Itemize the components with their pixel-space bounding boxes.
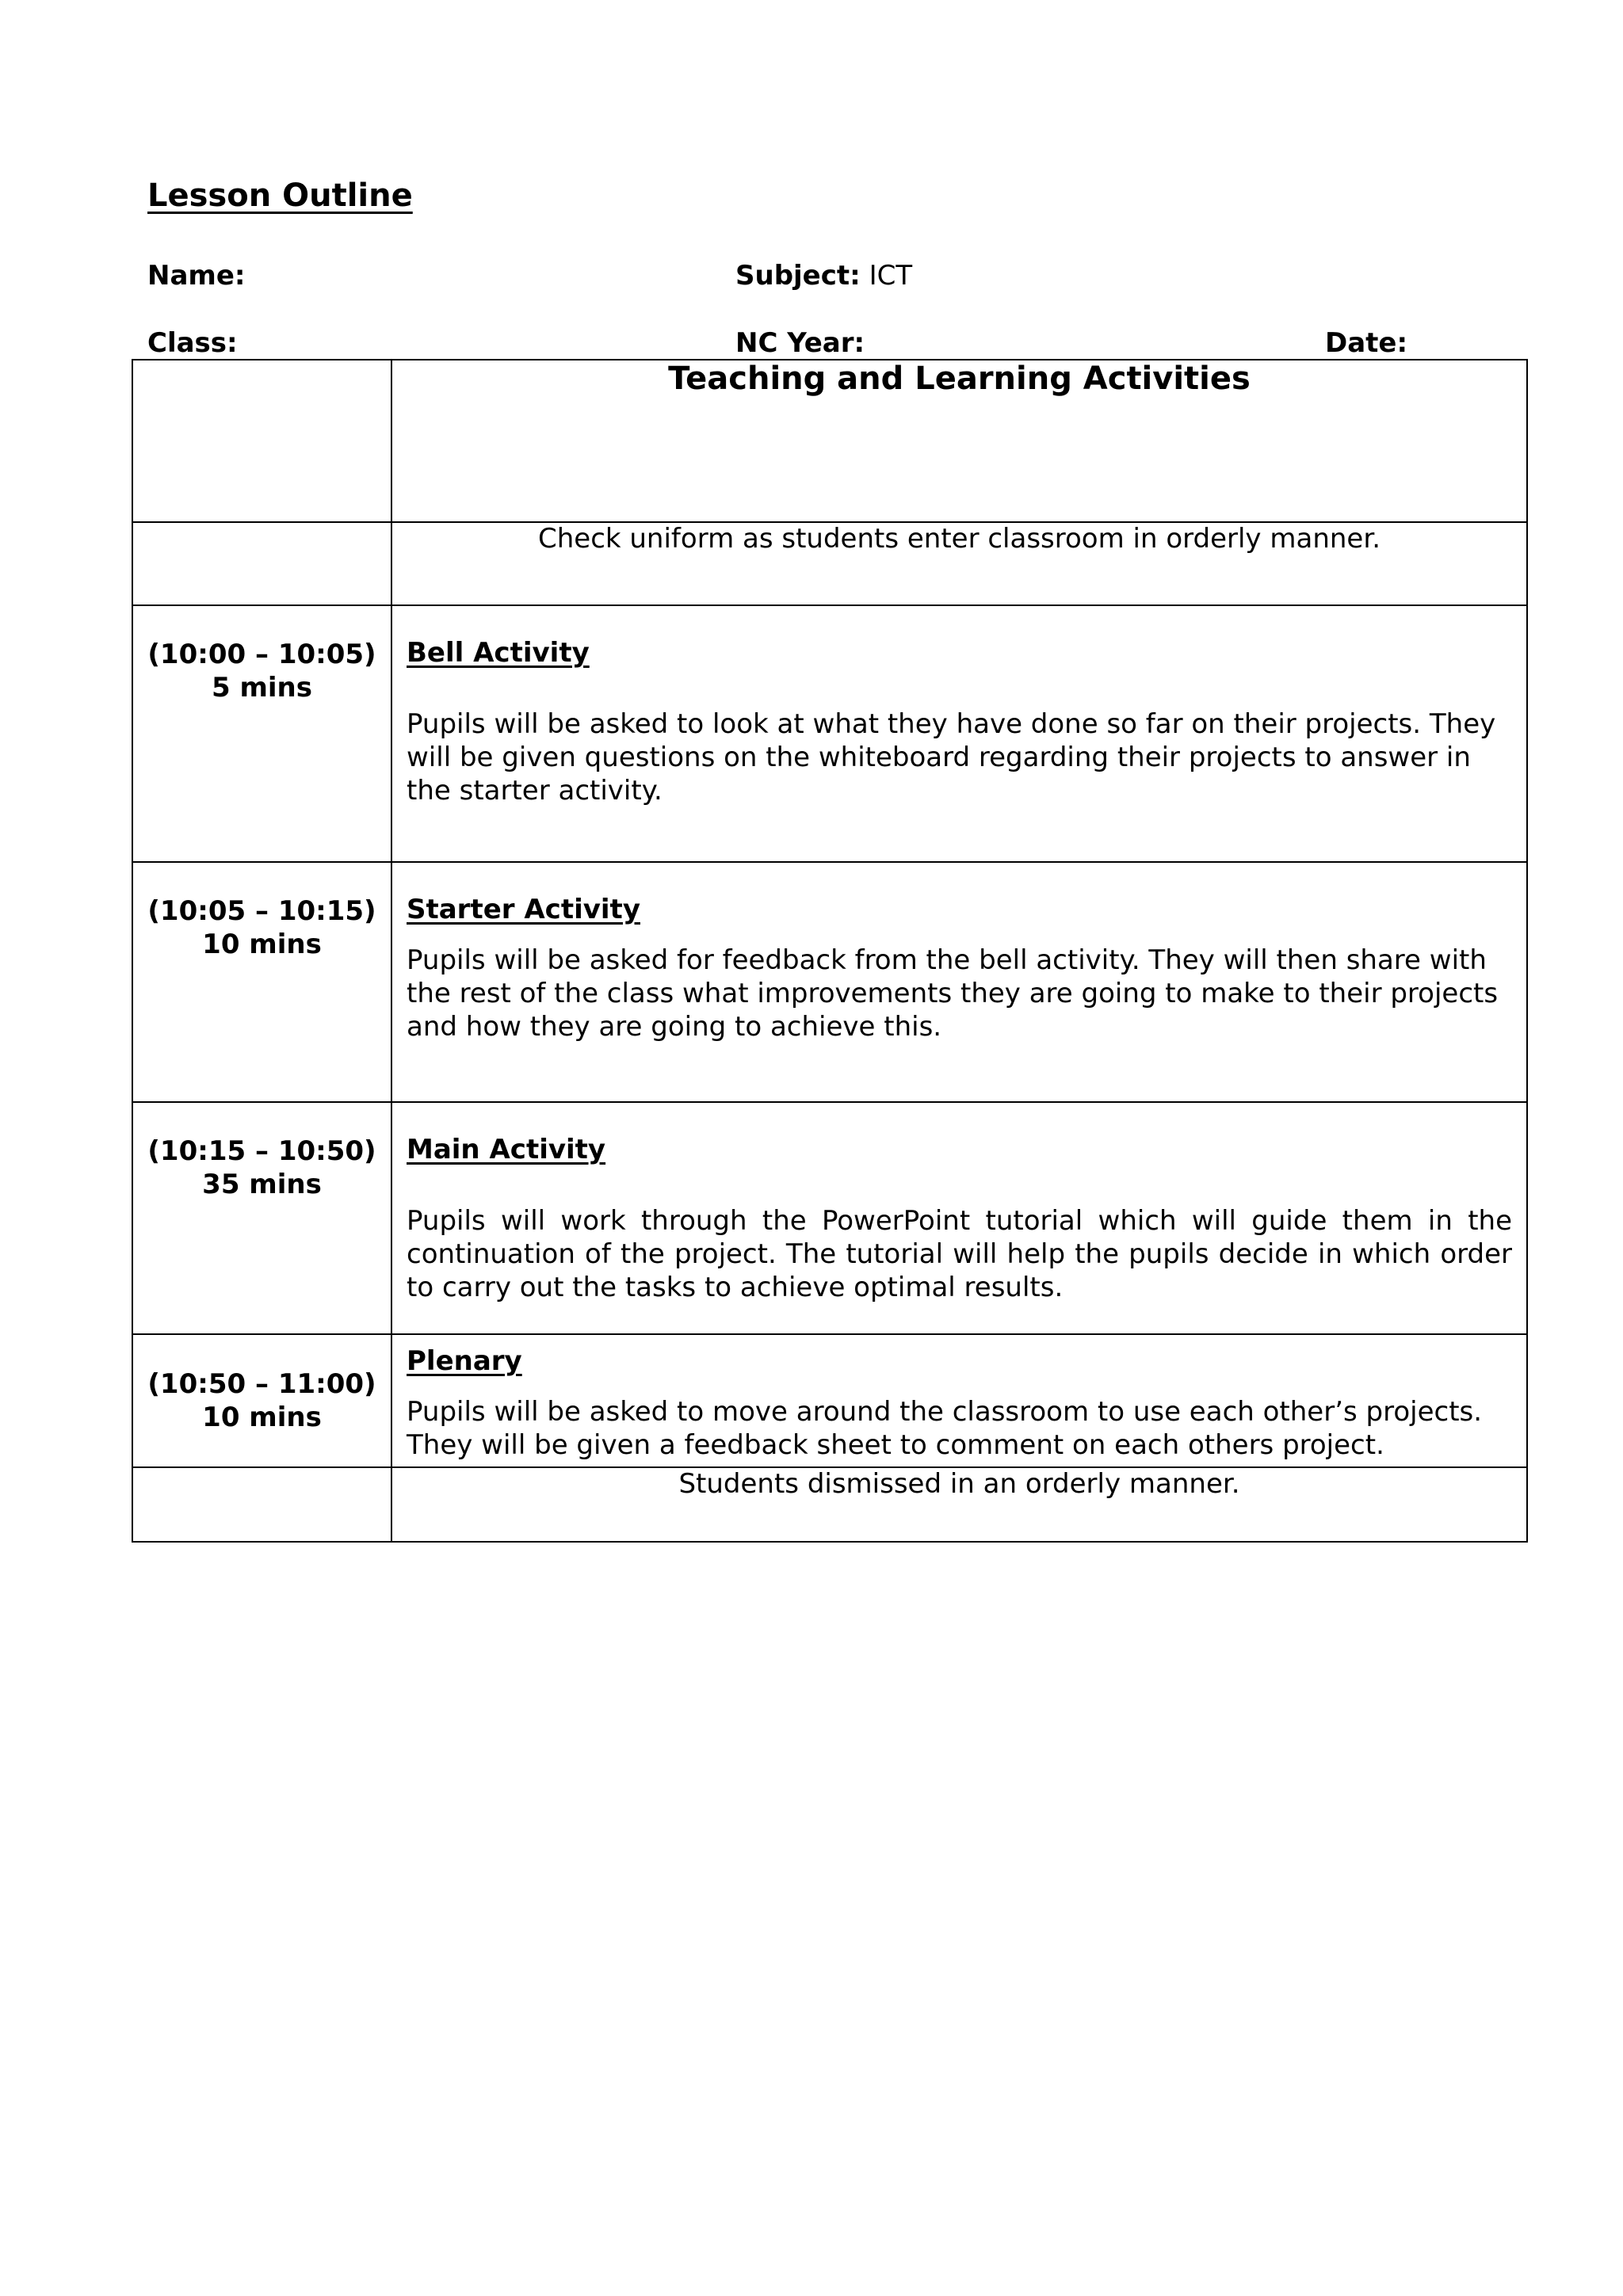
table-row — [132, 1334, 1527, 1467]
time-range: (10:05 – 10:15) — [147, 895, 376, 927]
class-field — [147, 327, 238, 359]
activity-heading: Main Activity — [407, 1134, 606, 1165]
activity-heading: Plenary — [407, 1345, 522, 1377]
date-label: Date: — [1325, 327, 1408, 359]
table-row — [132, 605, 1527, 862]
closing-row — [132, 1467, 1527, 1542]
time-cell — [132, 1102, 391, 1334]
time-range: (10:00 – 10:05) — [147, 639, 376, 670]
lesson-plan-table — [132, 359, 1528, 1543]
time-range: (10:15 – 10:50) — [147, 1135, 376, 1167]
name-label: Name: — [147, 260, 246, 292]
time-cell — [132, 862, 391, 1102]
activity-cell — [391, 1102, 1527, 1334]
activity-cell — [391, 605, 1527, 862]
page-title: Lesson Outline — [147, 177, 413, 214]
table-header-row — [132, 360, 1527, 522]
activity-cell — [391, 1334, 1527, 1467]
closing-note: Students dismissed in an orderly manner. — [391, 1467, 1527, 1542]
activity-text: Pupils will work through the PowerPoint tutorial which will guide them in the continuation of the project. The tutorial will help the pupils decide in which order to carry out the tasks to achieve optimal results. — [407, 1205, 1512, 1303]
subject-value: ICT — [869, 260, 913, 292]
activity-text: Pupils will be asked to look at what they have done so far on their projects. They will be given questions on the whiteboard regarding their projects to answer in the starter activity. — [407, 708, 1496, 807]
subject-field — [735, 260, 912, 292]
time-cell — [132, 1334, 391, 1467]
duration: 35 mins — [202, 1169, 322, 1200]
activity-heading: Bell Activity — [407, 637, 590, 669]
duration: 5 mins — [211, 672, 313, 704]
time-range: (10:50 – 11:00) — [147, 1368, 376, 1400]
header-time-cell — [132, 360, 391, 522]
subject-label: Subject: — [735, 260, 861, 292]
activity-text: Pupils will be asked to move around the classroom to use each other’s projects. They will be given a feedback sheet to comment on each others project. — [407, 1396, 1483, 1461]
intro-row — [132, 522, 1527, 605]
nc-year-field — [735, 327, 865, 359]
class-label: Class: — [147, 327, 238, 359]
name-field — [147, 260, 245, 292]
date-field — [1325, 327, 1407, 359]
activity-text: Pupils will be asked for feedback from the bell activity. They will then share with the rest of the class what improvements they are going to make to their projects and how they are going to achieve this. — [407, 944, 1499, 1043]
table-header-title: Teaching and Learning Activities — [391, 360, 1527, 522]
intro-note: Check uniform as students enter classroom in orderly manner. — [391, 522, 1527, 605]
table-row — [132, 862, 1527, 1102]
time-cell — [132, 605, 391, 862]
table-row — [132, 1102, 1527, 1334]
closing-time-cell — [132, 1467, 391, 1542]
activity-heading: Starter Activity — [407, 894, 640, 925]
intro-time-cell — [132, 522, 391, 605]
duration: 10 mins — [202, 929, 322, 960]
activity-cell — [391, 862, 1527, 1102]
nc-year-label: NC Year: — [735, 327, 865, 359]
duration: 10 mins — [202, 1402, 322, 1433]
